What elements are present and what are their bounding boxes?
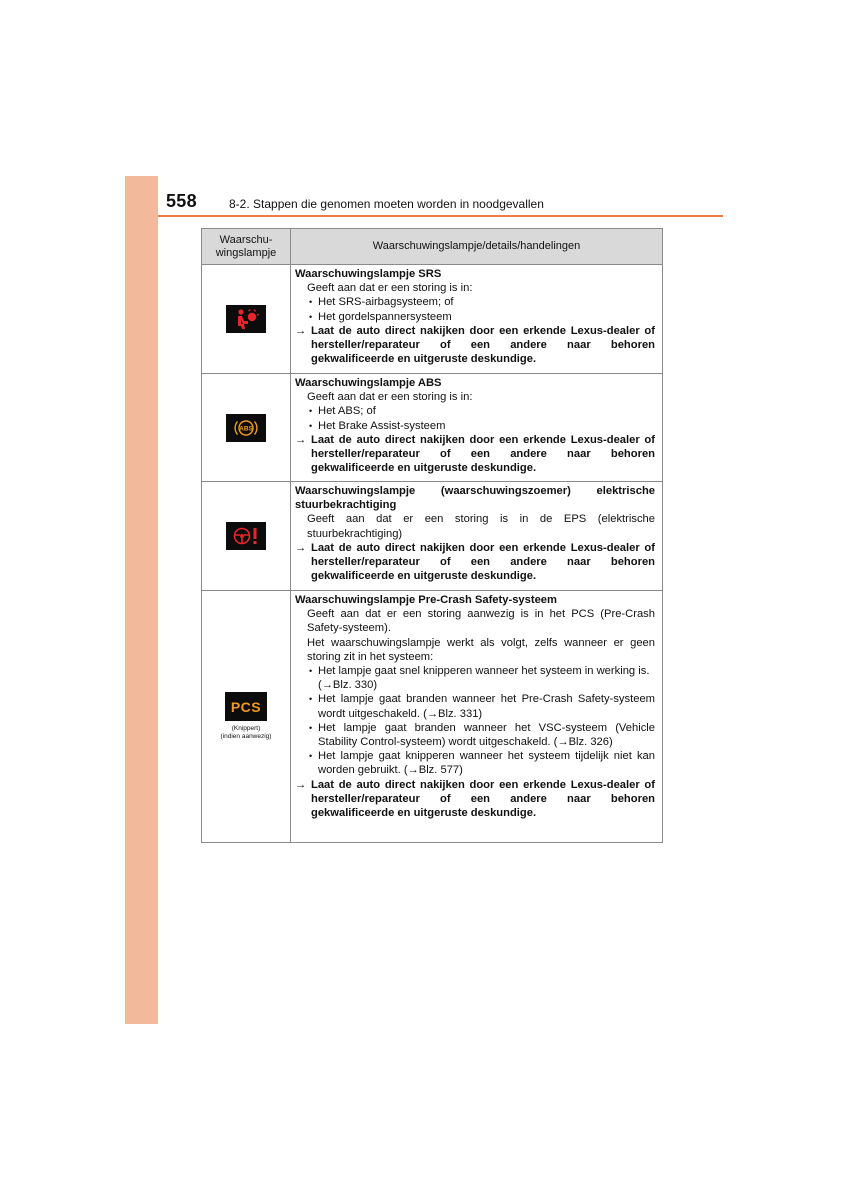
lamp-cell xyxy=(202,374,291,482)
description-line: Geeft aan dat er een storing aanwezig is in het PCS (Pre-Crash Safety-systeem). xyxy=(307,608,655,635)
warning-title: Waarschuwingslampje ABS xyxy=(295,377,442,389)
column-header-details: Waarschuwingslampje/details/handelingen xyxy=(291,229,663,265)
description-line: Geeft aan dat er een storing is in: xyxy=(307,282,473,295)
description-line: Geeft aan dat er een storing is in de EPS (elektrische stuurbekrachtiging) xyxy=(307,513,655,540)
header-rule xyxy=(158,215,723,217)
lamp-cell xyxy=(202,591,291,843)
action-text: → Laat de auto direct nakijken door een erkende Lexus-dealer of hersteller/reparateur of een andere naar behoren gekwalificeerde en uitgeruste deskundige. xyxy=(295,778,655,820)
list-item: • Het ABS; of xyxy=(309,405,376,418)
description-line: Geeft aan dat er een storing is in: xyxy=(307,391,473,404)
details-cell xyxy=(291,591,663,843)
table-row xyxy=(202,265,663,374)
table-header-row xyxy=(202,229,663,265)
lamp-cell xyxy=(202,482,291,591)
warning-title: Waarschuwingslampje Pre-Crash Safety-systeem xyxy=(295,594,557,606)
airbag-warning-icon xyxy=(226,305,266,333)
warning-title: Waarschuwingslampje SRS xyxy=(295,268,442,280)
lamp-caption: (Knippert) (indien aanwezig) xyxy=(220,725,272,740)
warning-title: Waarschuwingslampje (waarschuwingszoemer) elektrische stuurbekrachtiging xyxy=(295,485,655,512)
table-row xyxy=(202,374,663,482)
svg-text:ABS: ABS xyxy=(239,424,253,432)
pcs-icon-text: PCS xyxy=(230,698,262,715)
list-item: • Het lampje gaat branden wanneer het Pre-Crash Safety-systeem wordt uitgeschakeld. (→Blz. 331) xyxy=(309,693,655,720)
details-cell xyxy=(291,482,663,591)
table-row xyxy=(202,482,663,591)
list-item: • Het Brake Assist-systeem xyxy=(309,419,446,432)
list-item: • Het gordelspannersysteem xyxy=(309,310,452,323)
list-item: • Het lampje gaat knipperen wanneer het systeem tijdelijk niet kan worden gebruikt. (→Blz. 577) xyxy=(309,750,655,777)
action-text: → Laat de auto direct nakijken door een erkende Lexus-dealer of hersteller/reparateur of een andere naar behoren gekwalificeerde en uitgeruste deskundige. xyxy=(295,541,655,583)
list-item: • Het SRS-airbagsysteem; of xyxy=(309,296,454,309)
warning-lights-table xyxy=(201,228,663,843)
details-cell xyxy=(291,374,663,482)
column-header-lamp: Waarschu- wingslampje xyxy=(202,229,291,265)
list-item: • Het lampje gaat branden wanneer het VSC-systeem (Vehicle Stability Control-systeem) wordt uitgeschakeld. (→Blz. 326) xyxy=(309,721,655,749)
section-title: 8-2. Stappen die genomen moeten worden in noodgevallen xyxy=(229,197,544,211)
details-cell xyxy=(291,265,663,374)
action-text: → Laat de auto direct nakijken door een erkende Lexus-dealer of hersteller/reparateur of een andere naar behoren gekwalificeerde en uitgeruste deskundige. xyxy=(295,324,655,366)
chapter-side-tab xyxy=(125,176,158,1024)
action-text: → Laat de auto direct nakijken door een erkende Lexus-dealer of hersteller/reparateur of een andere naar behoren gekwalificeerde en uitgeruste deskundige. xyxy=(295,433,655,475)
description-line: Het waarschuwingslampje werkt als volgt, zelfs wanneer er geen storing zit in het systeem: xyxy=(307,636,655,663)
table-row xyxy=(202,591,663,843)
eps-warning-icon xyxy=(226,522,266,550)
lamp-cell xyxy=(202,265,291,374)
abs-warning-icon xyxy=(226,414,266,442)
list-item: • Het lampje gaat snel knipperen wanneer het systeem in werking is. (→Blz. 330) xyxy=(309,665,650,692)
pcs-warning-icon xyxy=(225,692,267,721)
page-number: 558 xyxy=(166,191,197,211)
